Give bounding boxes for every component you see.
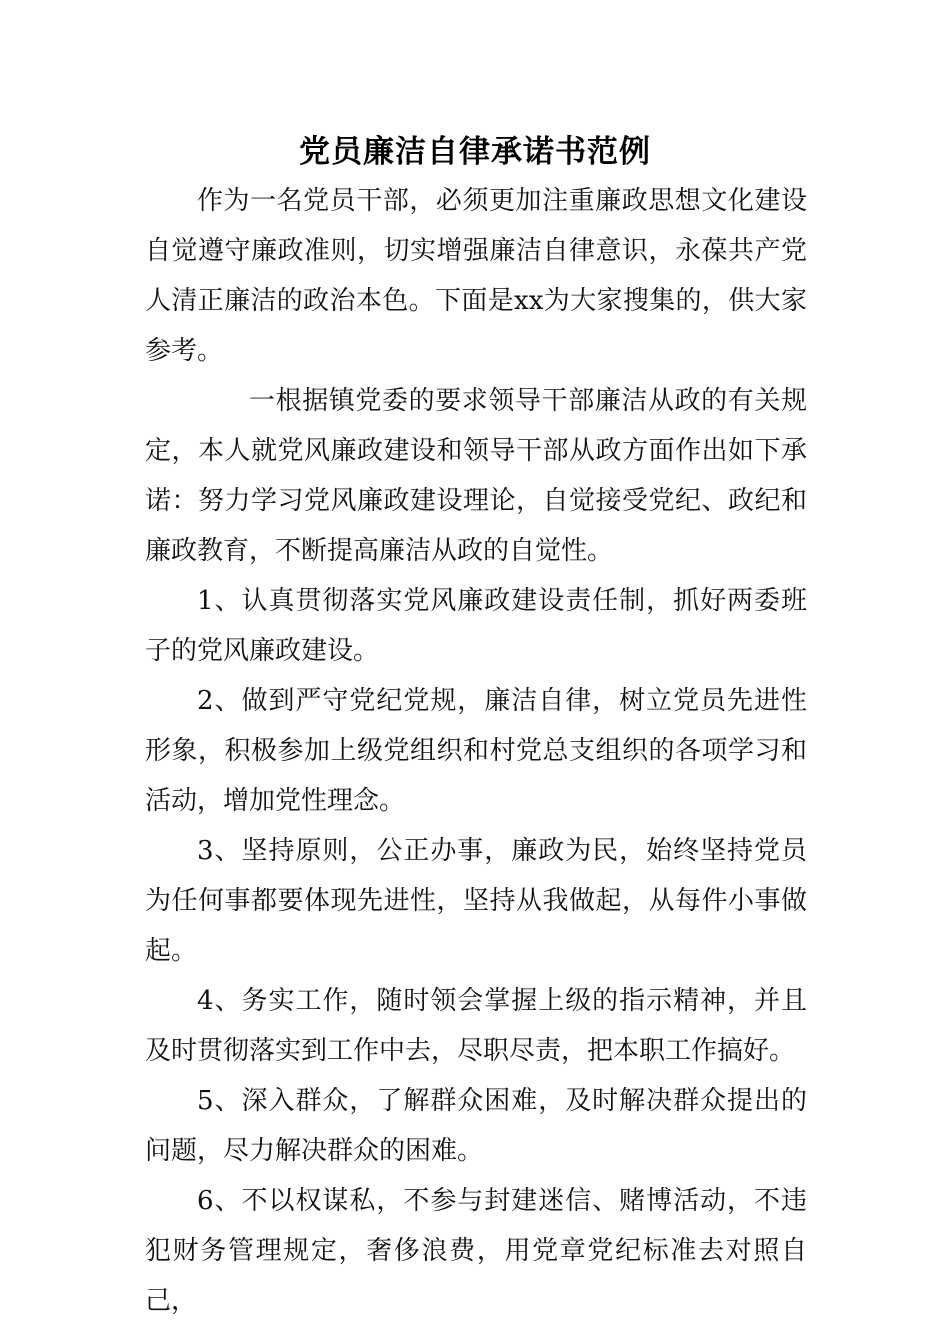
section-one-marker: 一 (249, 386, 276, 416)
commitment-item-4: 4、务实工作，随时领会掌握上级的指示精神，并且及时贯彻落实到工作中去，尽职尽责，把本职工作搞好。 (145, 986, 807, 1066)
commitment-item-6: 6、不以权谋私，不参与封建迷信、赌博活动，不违犯财务管理规定，奢侈浪费，用党章党纪标准去对照自己， (145, 1186, 807, 1316)
document-body (145, 176, 807, 1326)
document-title: 党员廉洁自律承诺书范例 (299, 134, 651, 170)
commitment-item-3: 3、坚持原则，公正办事，廉政为民，始终坚持党员为任何事都要体现先进性，坚持从我做起，从每件小事做起。 (145, 836, 807, 966)
intro-paragraph: 作为一名党员干部，必须更加注重廉政思想文化建设自觉遵守廉政准则，切实增强廉洁自律意识，永葆共产党人清正廉洁的政治本色。下面是xx为大家搜集的，供大家参考。 (145, 186, 807, 366)
section-one-text: 根据镇党委的要求领导干部廉洁从政的有关规定，本人就党风廉政建设和领导干部从政方面作出如下承诺：努力学习党风廉政建设理论，自觉接受党纪、政纪和廉政教育，不断提高廉洁从政的自觉性。 (145, 386, 807, 566)
commitment-item-5: 5、深入群众，了解群众困难，及时解决群众提出的问题，尽力解决群众的困难。 (145, 1086, 807, 1166)
section-one-paragraph (145, 376, 807, 576)
commitment-item-2: 2、做到严守党纪党规，廉洁自律，树立党员先进性形象，积极参加上级党组织和村党总支组织的各项学习和活动，增加党性理念。 (145, 686, 807, 816)
commitment-item-1: 1、认真贯彻落实党风廉政建设责任制，抓好两委班子的党风廉政建设。 (145, 586, 807, 666)
